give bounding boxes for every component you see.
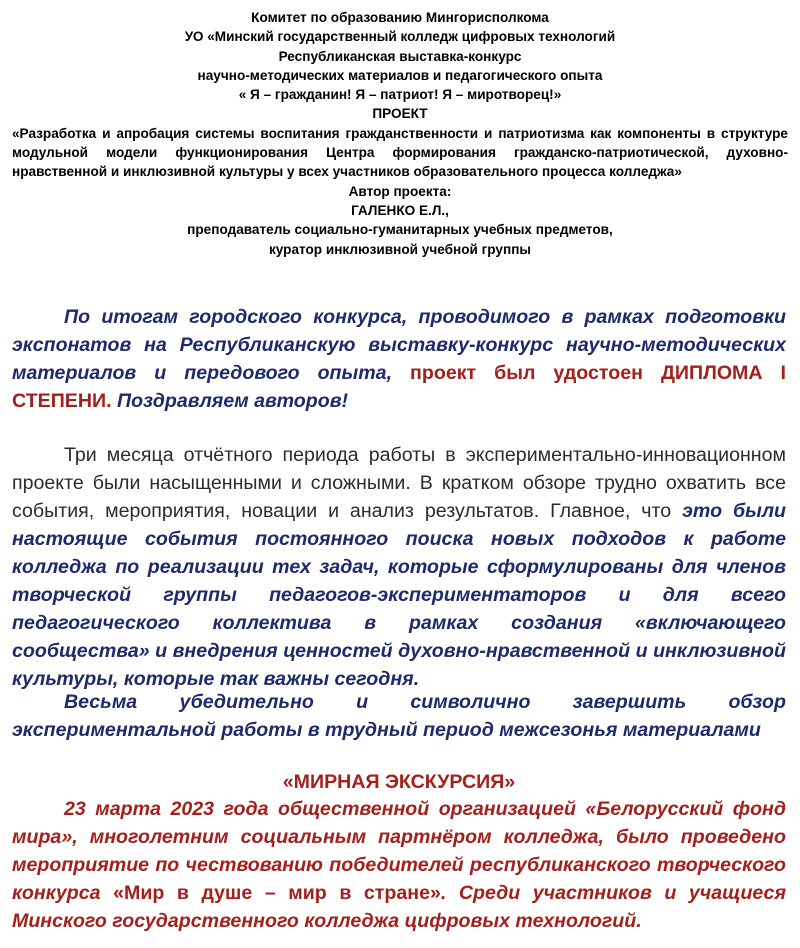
document-header: [12, 8, 788, 259]
excursion-title: «МИРНАЯ ЭКСКУРСИЯ»: [282, 771, 516, 793]
header-line-materials: научно-методических материалов и педагогического опыта: [197, 67, 603, 83]
author-name: ГАЛЕНКО Е.Л.,: [351, 202, 449, 218]
award-text-diploma: проект был удостоен ДИПЛОМА I СТЕПЕНИ.: [12, 362, 786, 412]
header-line-motto: « Я – гражданин! Я – патриот! Я – миротворец!»: [238, 87, 562, 103]
excursion-text-intro: 23 марта 2023 года общественной организацией «Белорусский фонд мира», многолетним социальным партнёром колледжа, было проведено мероприятие по чествованию победителей республиканского творческого конкурса: [12, 798, 786, 904]
conclusion-paragraph: Весьма убедительно и символично завершить обзор экспериментальной работы в трудный период межсезонья материалами: [12, 691, 786, 741]
header-line-committee: Комитет по образованию Мингорисполкома: [251, 10, 549, 25]
report-paragraph: [12, 441, 786, 693]
excursion-text-participants: . Среди участников и учащиеся Минского государственного колледжа цифровых технологий.: [12, 882, 786, 932]
excursion-contest-name: «Мир в душе – мир в стране»: [113, 882, 441, 904]
header-line-exhibition: Республиканская выставка-конкурс: [278, 48, 522, 64]
excursion-paragraph: [12, 795, 786, 935]
author-label: Автор проекта:: [348, 183, 452, 199]
author-role-teacher: преподаватель социально-гуманитарных учебных предметов,: [187, 222, 613, 238]
award-paragraph: [12, 303, 786, 415]
header-line-college: УО «Минский государственный колледж цифровых технологий: [184, 29, 616, 45]
report-text-plain: Три месяца отчётного периода работы в экспериментально-инновационном проекте были насыщенными и сложными. В кратком обзоре трудно охватить все события, мероприятия, новации и анализ результатов. Главное, что: [12, 444, 786, 522]
report-text-emphasis: это были настоящие события постоянного поиска новых подходов к работе колледжа по реализации тех задач, которые сформулированы для членов творческой группы педагогов-экспериментаторов и для всего педагогического коллектива в рамках создания «включающего сообщества» и внедрения ценностей духовно-нравственной и инклюзивной культуры, которые так важны сегодня.: [12, 500, 786, 690]
author-role-curator: куратор инклюзивной учебной группы: [268, 241, 532, 257]
header-line-project: ПРОЕКТ: [372, 106, 428, 122]
project-title: «Разработка и апробация системы воспитания гражданственности и патриотизма как компоненты в структуре модульной модели функционирования Центра формирования гражданско-патриотической, духовно-нравственной и инклюзивной культуры у всех участников образовательного процесса колледжа»: [12, 125, 788, 180]
award-text-intro: По итогам городского конкурса, проводимого в рамках подготовки экспонатов на Республиканскую выставку-конкурс научно-методических материалов и передового опыта,: [12, 306, 786, 384]
award-text-congrats: Поздравляем авторов!: [111, 390, 349, 412]
